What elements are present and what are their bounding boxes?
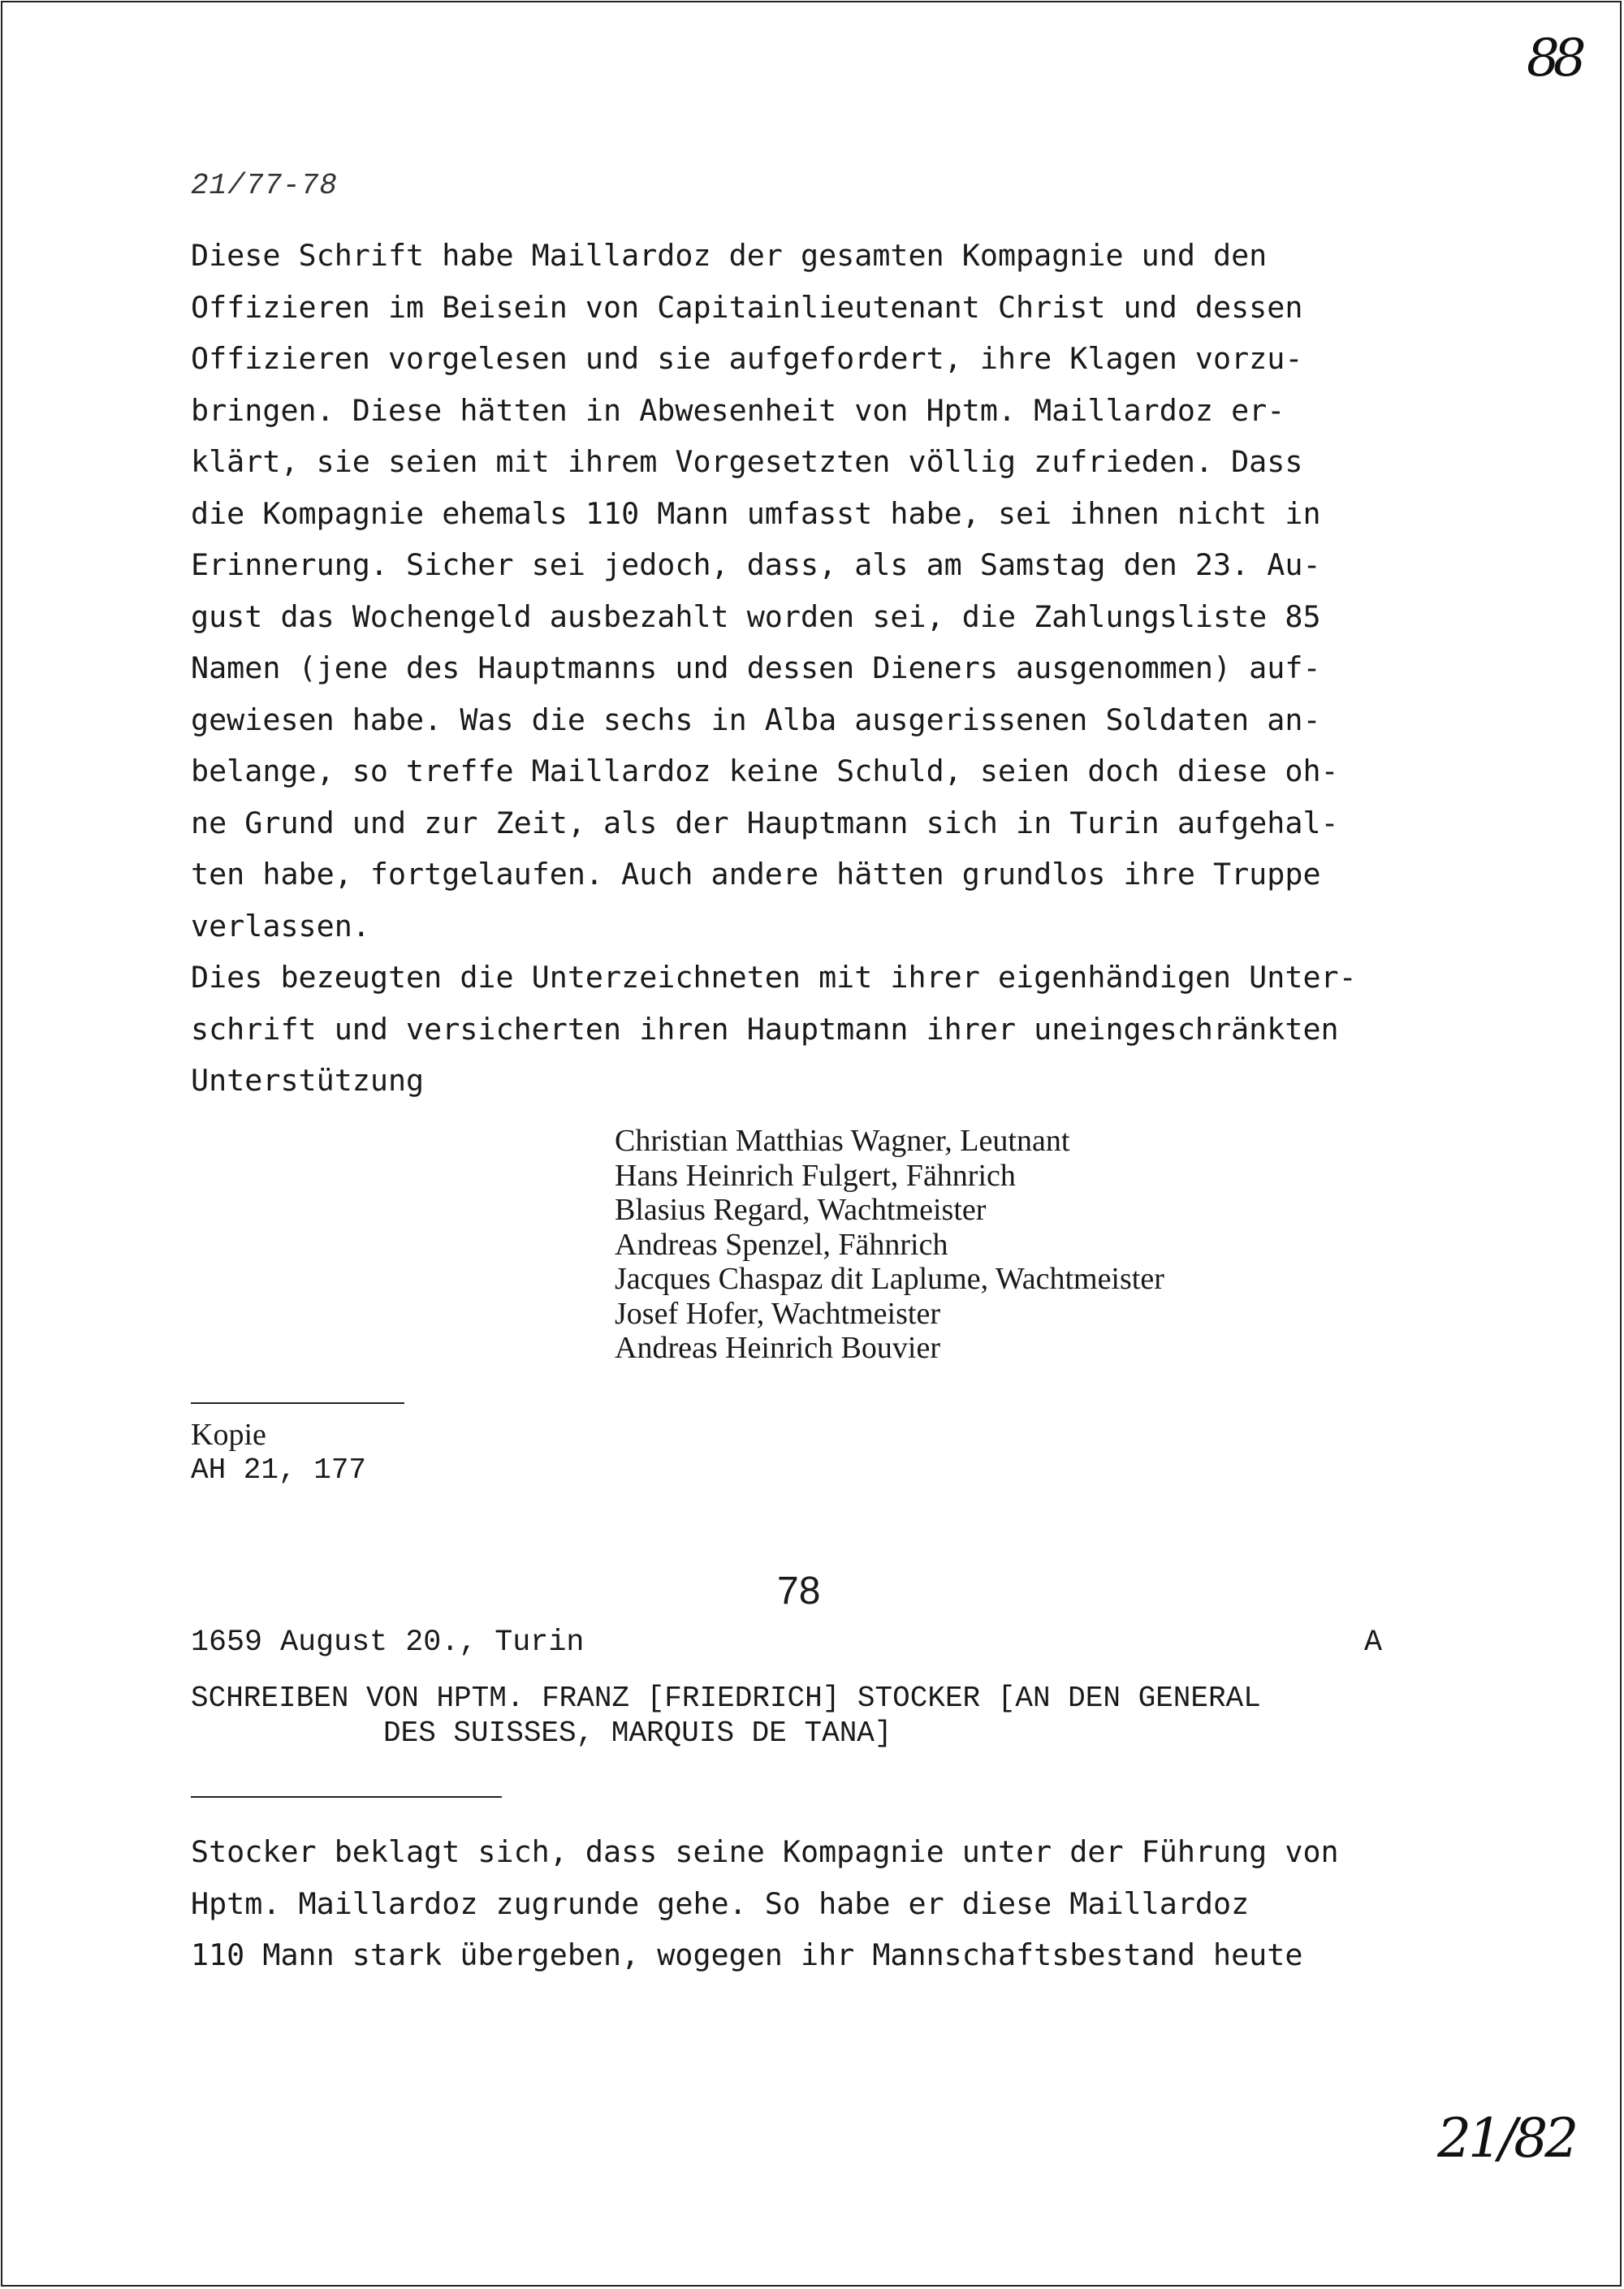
body-line: verlassen. <box>191 908 370 944</box>
body-line: belange, so treffe Maillardoz keine Schuld, seien doch diese oh- <box>191 754 1339 788</box>
document-class: A <box>1364 1626 1383 1660</box>
document-summary <box>191 1826 1571 1981</box>
archive-reference: AH 21, 177 <box>191 1453 367 1487</box>
signatory: Andreas Heinrich Bouvier <box>615 1331 940 1365</box>
body-line: Offizieren vorgelesen und sie aufgefordert, ihre Klagen vorzu- <box>191 341 1303 376</box>
body-line: bringen. Diese hätten in Abwesenheit von Hptm. Maillardoz er- <box>191 392 1285 428</box>
body-line: gust das Wochengeld ausbezahlt worden sei, die Zahlungsliste 85 <box>191 598 1321 634</box>
heading-line: DES SUISSES, MARQUIS DE TANA] <box>383 1717 892 1750</box>
body-line: die Kompagnie ehemals 110 Mann umfasst habe, sei ihnen nicht in <box>191 495 1321 531</box>
body-line: Diese Schrift habe Maillardoz der gesamten Kompagnie und den <box>191 238 1268 273</box>
body-line: schrift und versicherten ihren Hauptmann ihrer uneingeschränkten <box>191 1011 1339 1047</box>
body-line: Dies bezeugten die Unterzeichneten mit ihrer eigenhändigen Unter- <box>191 960 1357 995</box>
summary-line: Hptm. Maillardoz zugrunde gehe. So habe er diese Maillardoz <box>191 1885 1250 1921</box>
document-heading <box>191 1681 1571 1751</box>
body-text <box>191 230 1571 1107</box>
reference-number: 21/77-78 <box>191 169 338 202</box>
signatory: Blasius Regard, Wachtmeister <box>615 1193 987 1227</box>
signatory: Andreas Spenzel, Fähnrich <box>615 1227 948 1262</box>
source-type: Kopie <box>191 1418 266 1452</box>
document-date-place: 1659 August 20., Turin <box>191 1626 585 1660</box>
signatory-list <box>615 1124 1164 1366</box>
heading-line: SCHREIBEN VON HPTM. FRANZ [FRIEDRICH] STOCKER [AN DEN GENERAL <box>191 1682 1261 1715</box>
body-line: Erinnerung. Sicher sei jedoch, dass, als am Samstag den 23. Au- <box>191 547 1321 582</box>
summary-line: 110 Mann stark übergeben, wogegen ihr Mannschaftsbestand heute <box>191 1937 1303 1972</box>
body-line: ne Grund und zur Zeit, als der Hauptmann sich in Turin aufgehal- <box>191 805 1339 840</box>
source-note <box>191 1418 366 1488</box>
section-divider <box>191 1402 404 1404</box>
signatory: Christian Matthias Wagner, Leutnant <box>615 1124 1070 1158</box>
signatory: Hans Heinrich Fulgert, Fähnrich <box>615 1158 1016 1193</box>
document-number: 78 <box>777 1570 821 1613</box>
body-line: Offizieren im Beisein von Capitainlieutenant Christ und dessen <box>191 289 1303 325</box>
body-line: klärt, sie seien mit ihrem Vorgesetzten völlig zufrieden. Dass <box>191 444 1303 479</box>
body-line: Unterstützung <box>191 1063 425 1098</box>
heading-divider <box>191 1796 502 1798</box>
summary-line: Stocker beklagt sich, dass seine Kompagnie unter der Führung von <box>191 1834 1339 1869</box>
handwritten-page-number: 88 <box>1527 28 1580 89</box>
signatory: Jacques Chaspaz dit Laplume, Wachtmeister <box>615 1262 1164 1296</box>
handwritten-folio-mark: 21/82 <box>1437 2107 1576 2170</box>
signatory: Josef Hofer, Wachtmeister <box>615 1296 940 1331</box>
body-line: gewiesen habe. Was die sechs in Alba ausgerissenen Soldaten an- <box>191 702 1321 737</box>
body-line: Namen (jene des Hauptmanns und dessen Dieners ausgenommen) auf- <box>191 650 1321 685</box>
body-line: ten habe, fortgelaufen. Auch andere hätten grundlos ihre Truppe <box>191 857 1321 892</box>
